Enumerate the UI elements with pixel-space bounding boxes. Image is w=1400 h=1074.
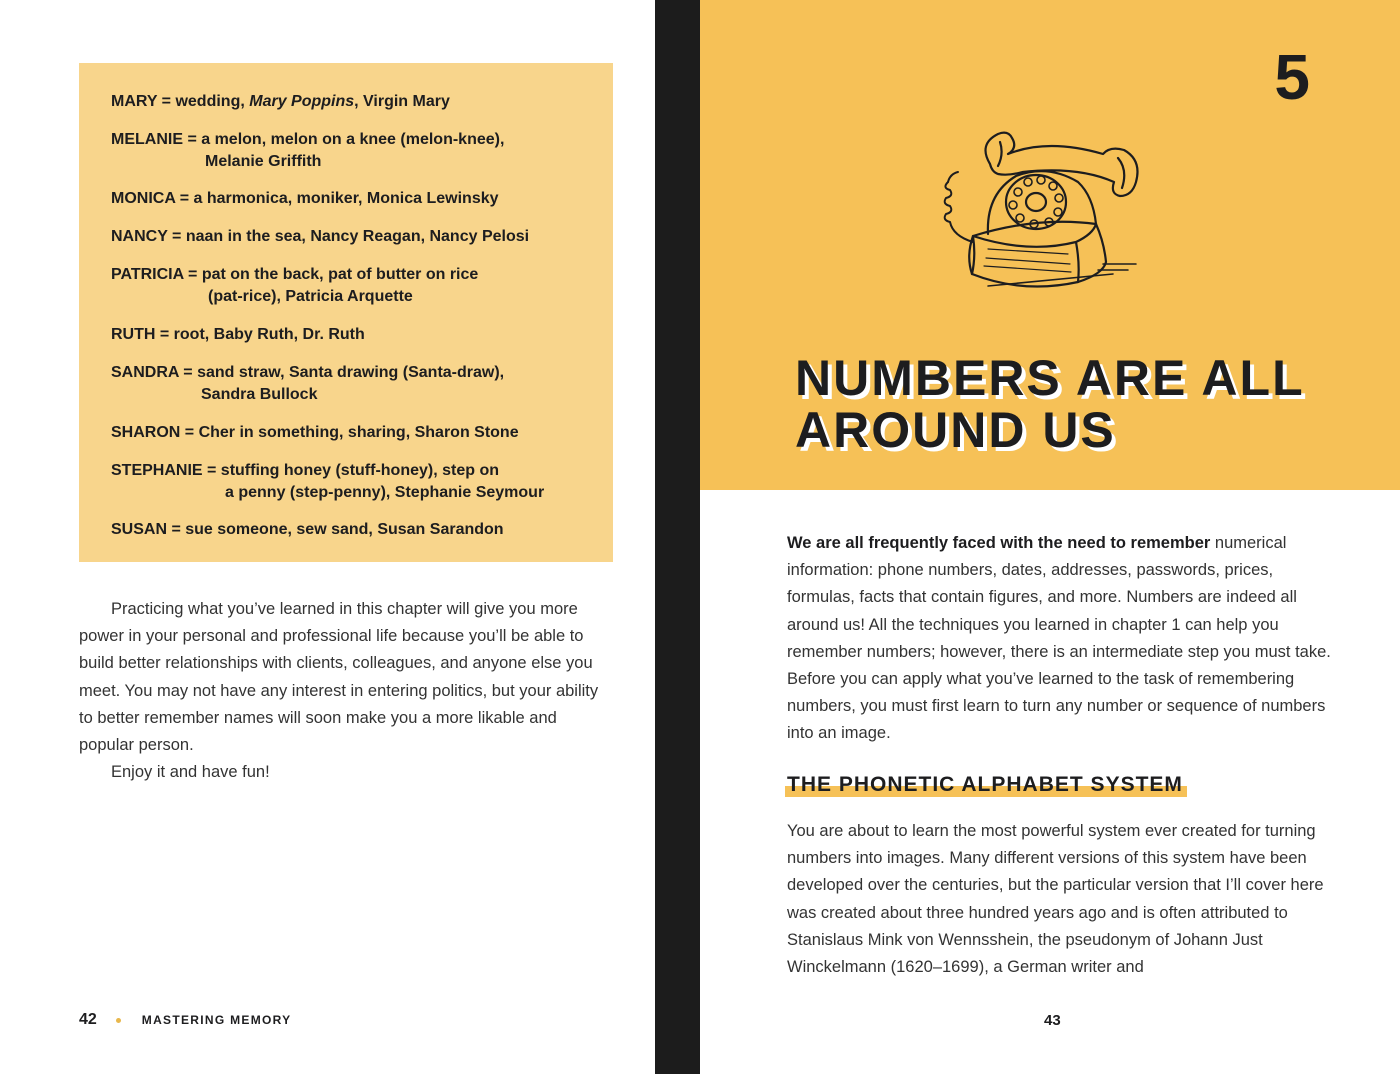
book-gutter (655, 0, 700, 1074)
entry-sandra: SANDRA = sand straw, Santa drawing (Santa-draw), Sandra Bullock (111, 364, 505, 403)
paragraph: Enjoy it and have fun! (111, 763, 270, 782)
entry-stephanie: STEPHANIE = stuffing honey (stuff-honey), step on a penny (step-penny), Stephanie Seymour (111, 462, 545, 501)
entry-ruth: RUTH = root, Baby Ruth, Dr. Ruth (111, 326, 365, 343)
chapter-opener-band (700, 0, 1400, 490)
entry-monica: MONICA = a harmonica, moniker, Monica Lewinsky (111, 190, 499, 207)
right-page (700, 0, 1400, 1074)
section-heading: THE PHONETIC ALPHABET SYSTEM (787, 773, 1183, 797)
entry-susan: SUSAN = sue someone, sew sand, Susan Sarandon (111, 521, 504, 538)
chapter-title: NUMBERS ARE ALL AROUND US (795, 350, 1305, 458)
entry-melanie: MELANIE = a melon, melon on a knee (melon-knee), Melanie Griffith (111, 131, 505, 170)
entry-sharon: SHARON = Cher in something, sharing, Sharon Stone (111, 424, 519, 441)
paragraph: Practicing what you’ve learned in this chapter will give you more power in your personal and professional life because you’ll be able to build better relationships with clients, colleagues, and anyone else you meet. You may not have any interest in entering politics, but your ability to better remember names will soon make you a more likable and popular person. (79, 600, 599, 755)
running-head: MASTERING MEMORY (141, 1013, 292, 1027)
left-body-text (79, 596, 613, 786)
chapter-number: 5 (1274, 41, 1310, 113)
intro-paragraph: We are all frequently faced with the need to remember numerical information: phone numbers, dates, addresses, passwords, prices, formulas, facts that contain figures, and more. Numbers are indeed all around us! All the techniques you learned in chapter 1 can help you remember numbers; however, there is an intermediate step you must take. Before you can apply what you’ve learned to the task of remembering numbers, you must first learn to turn any number or sequence of numbers into an image. (787, 534, 1331, 743)
rotary-telephone-illustration (928, 124, 1143, 296)
entry-nancy: NANCY = naan in the sea, Nancy Reagan, Nancy Pelosi (111, 228, 530, 245)
section-paragraph: You are about to learn the most powerful system ever created for turning numbers into images. Many different versions of this system have been developed over the centuries, but the particular version that I’ll cover here was created about three hundred years ago and is often attributed to Stanislaus Mink von Wennsshein, the pseudonym of Johann Just Winckelmann (1620–1699), a German writer and (787, 822, 1324, 977)
name-mnemonics-box (79, 63, 613, 562)
page-number: 42 (79, 1011, 97, 1028)
left-footer (79, 1010, 292, 1030)
page-number: 43 (1044, 1012, 1061, 1029)
entry-patricia: PATRICIA = pat on the back, pat of butter on rice (pat-rice), Patricia Arquette (111, 266, 479, 305)
left-page (0, 0, 655, 1074)
bullet-dot (116, 1018, 121, 1023)
entry-mary: MARY = wedding, Mary Poppins, Virgin Mary (111, 93, 450, 110)
